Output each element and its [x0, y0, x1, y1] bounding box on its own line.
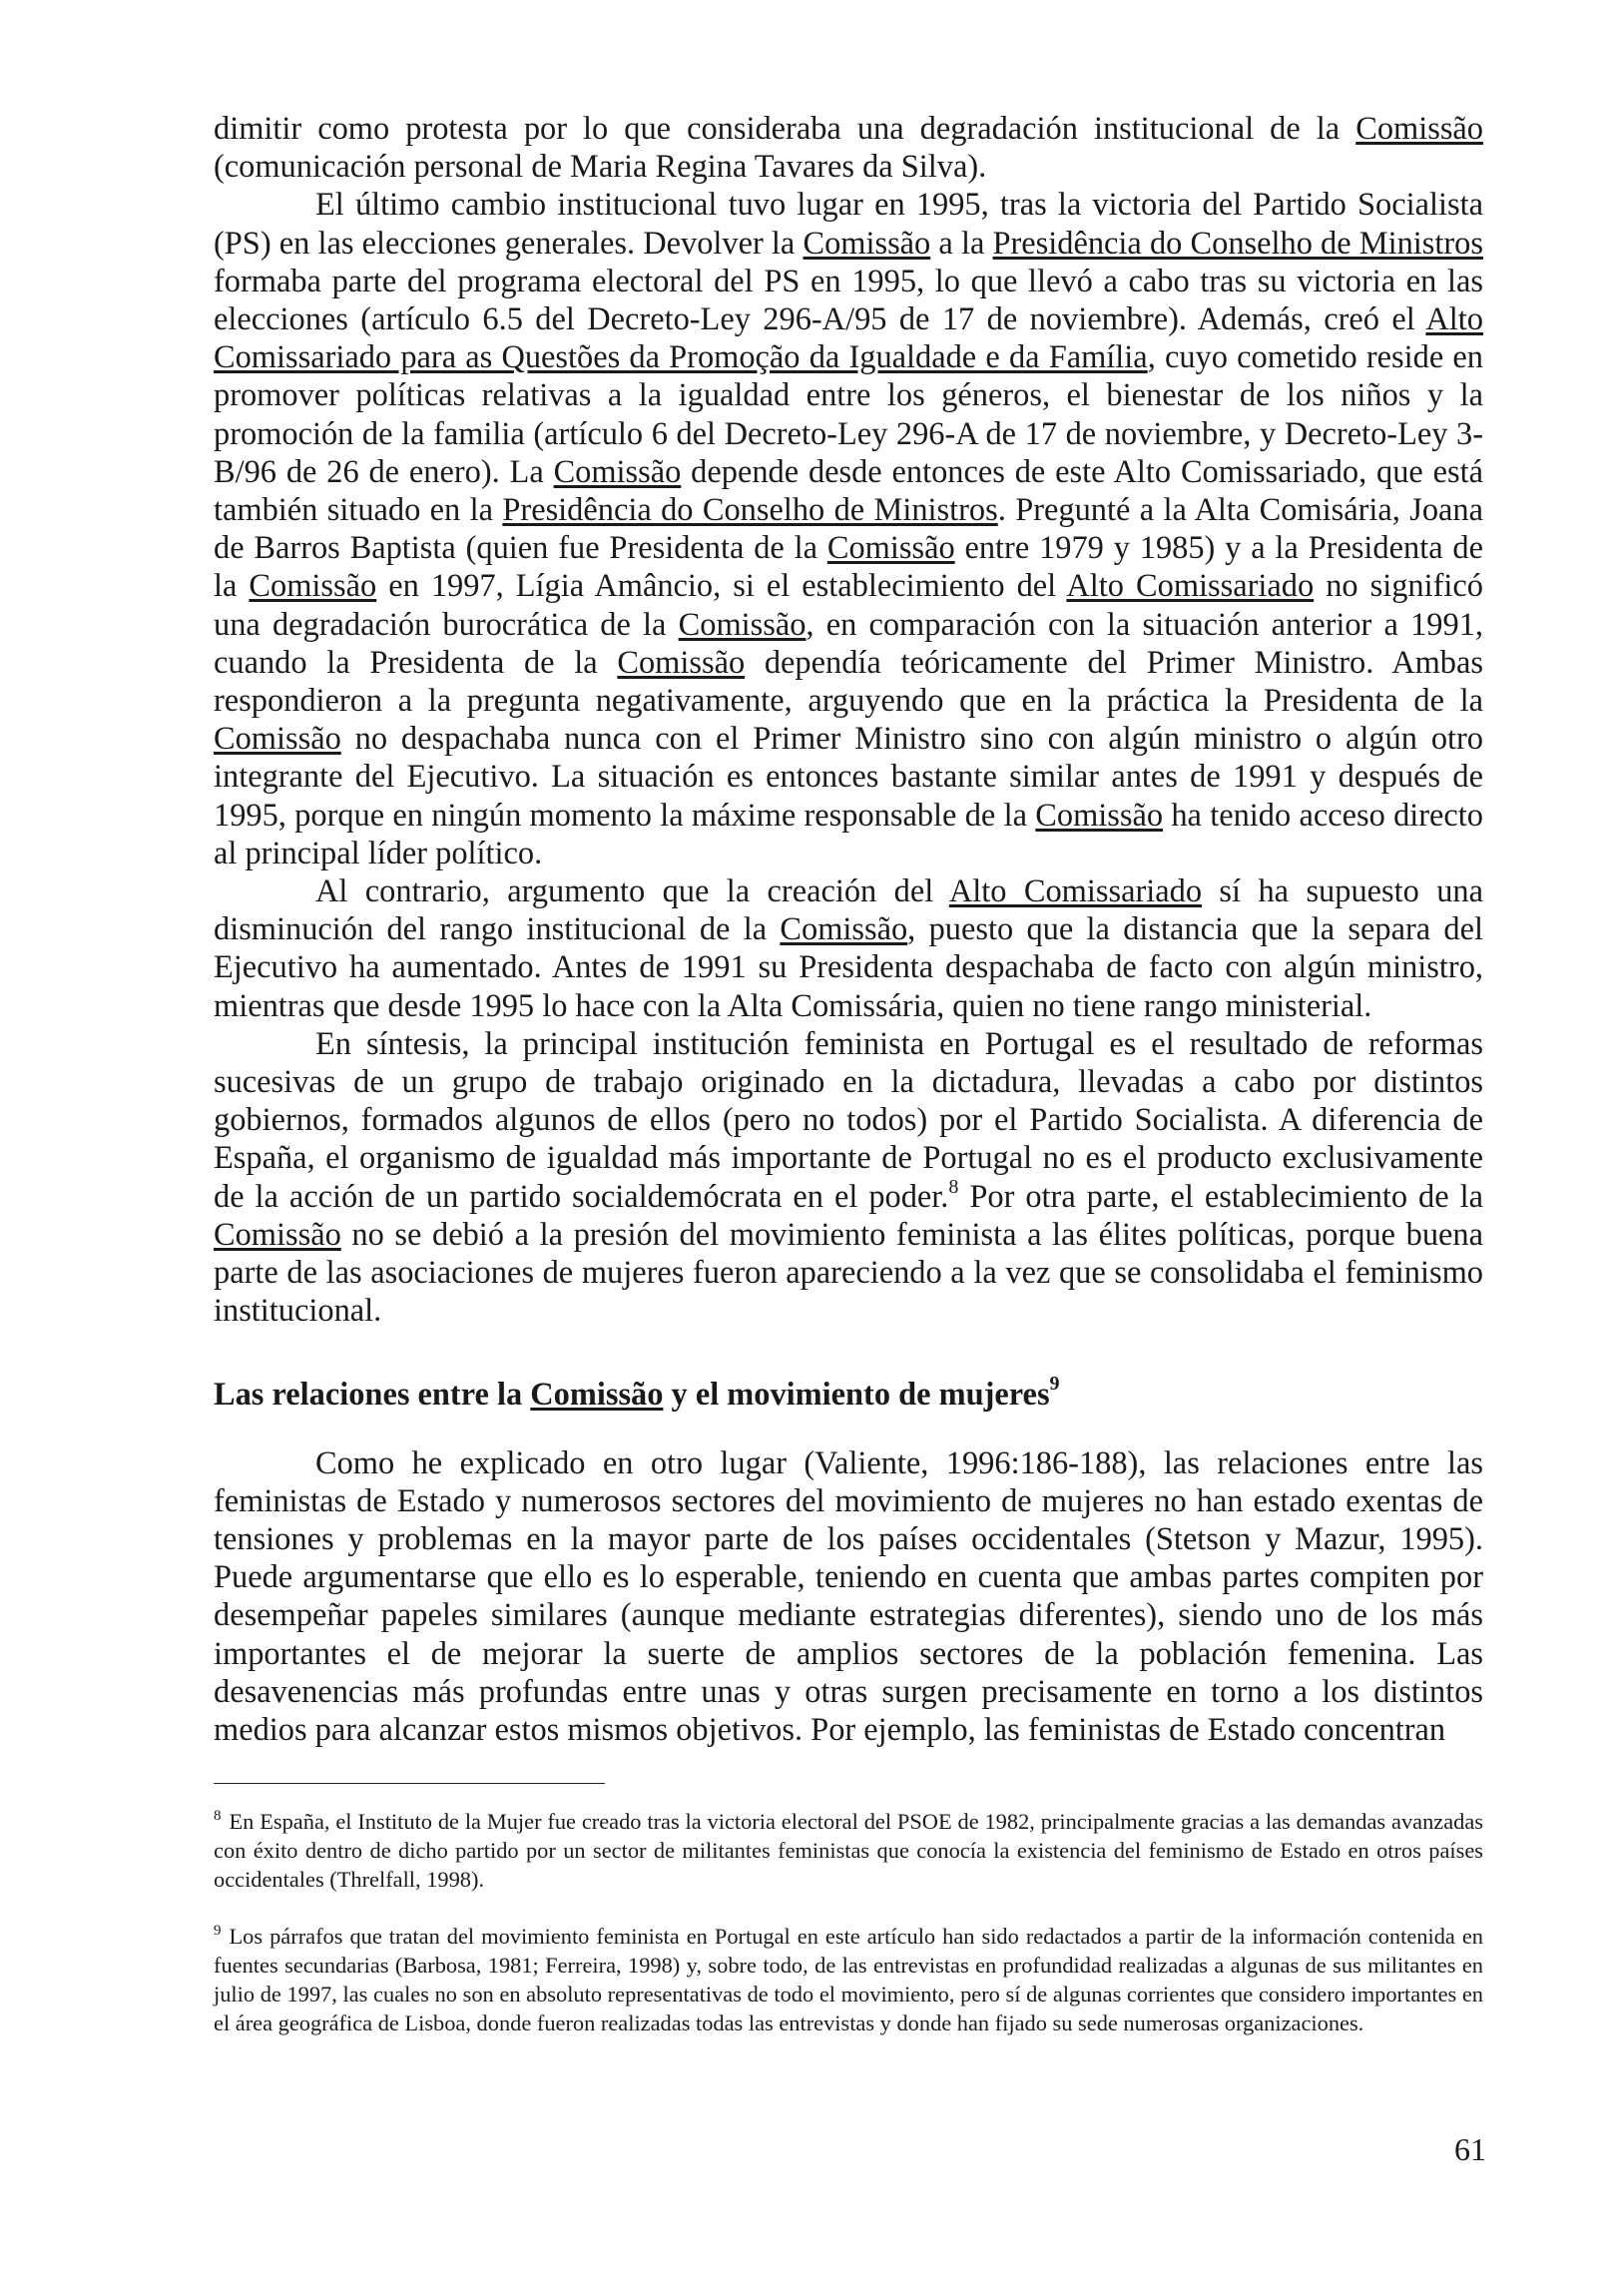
text-run: sí ha supuesto una disminución del rango institucional de la [214, 873, 1483, 948]
paragraph-3 [214, 872, 1483, 1025]
page-number: 61 [1454, 2131, 1486, 2167]
underlined-term: Comissão [214, 1216, 341, 1253]
heading-footnote-ref: 9 [1049, 1372, 1060, 1395]
underlined-term: Comissão [780, 911, 908, 948]
text-run: , cuyo cometido reside en promover políticas relativas a la igualdad entre los géneros, el bienestar de los niños y la promoción de la familia (artículo 6 del Decreto-Ley 296-A de 17 de noviembre, y Decreto-Ley 3-B/96 de 26 de enero). La [214, 339, 1483, 490]
section-heading [214, 1372, 1483, 1415]
underlined-term: Alto Comissariado [1066, 568, 1315, 605]
underlined-term: Alto Comissariado para as Questões da Promoção da Igualdade e da Família [214, 301, 1483, 376]
underlined-term: Presidência do Conselho de Ministros [992, 225, 1483, 262]
footnote-number: 9 [214, 1923, 222, 1939]
underlined-term: Comissão [1035, 797, 1164, 834]
paragraph-2 [214, 186, 1483, 872]
underlined-term: Alto Comissariado [948, 873, 1203, 910]
text-run: no despachaba nunca con el Primer Ministro sino con algún ministro o algún otro integrante del Ejecutivo. La situación es entonces bastante similar antes de 1991 y después de 1995, porque en ningún momento la máxime responsable de la [214, 721, 1483, 834]
heading-underlined-term: Comissão [530, 1376, 664, 1413]
paragraph-1 [214, 110, 1483, 186]
text-run: , en comparación con la situación anterior a 1991, cuando la Presidenta de la [214, 606, 1483, 681]
paragraph-4 [214, 1025, 1483, 1331]
text-run: ha tenido acceso directo al principal líder político. [214, 797, 1483, 871]
text-run: , puesto que la distancia que la separa del Ejecutivo ha aumentado. Antes de 1991 su Presidenta despachaba de facto con algún ministro, mientras que desde 1995 lo hace con la Alta Comissária, quien no tiene rango ministerial. [214, 911, 1483, 1024]
underlined-term: Comissão [553, 453, 682, 490]
text-run: a la [930, 225, 993, 262]
footnote-number: 8 [214, 1808, 222, 1824]
text-run: Al contrario, argumento que la creación del [315, 873, 949, 910]
underlined-term: Comissão [214, 721, 341, 758]
paragraph-5: Como he explicado en otro lugar (Valiente, 1996:186-188), las relaciones entre las feministas de Estado y numerosos sectores del movimiento de mujeres no han estado exentas de tensiones y problemas en la mayor parte de los países occidentales (Stetson y Mazur, 1995). Puede argumentarse que ello es lo esperable, teniendo en cuenta que ambas partes compiten por desempeñar papeles similares (aunque mediante estrategias diferentes), siendo uno de los más importantes el de mejorar la suerte de amplios sectores de la población femenina. Las desavenencias más profundas entre unas y otras surgen precisamente en torno a los distintos medios para alcanzar estos mismos objetivos. Por ejemplo, las feministas de Estado concentran [214, 1444, 1483, 1748]
underlined-term: Comissão [1355, 111, 1483, 147]
text-run: en 1997, Lígia Amâncio, si el establecimiento del [376, 568, 1067, 605]
underlined-term: Comissão [249, 568, 377, 605]
body-text [214, 110, 1483, 1749]
footnote-separator [214, 1783, 605, 1784]
text-run: entre 1979 y 1985) y a la Presidenta de la [214, 530, 1483, 605]
footnotes [214, 1807, 1483, 2065]
underlined-term: Comissão [803, 225, 931, 262]
footnote-9 [214, 1922, 1483, 2037]
footnote-8 [214, 1807, 1483, 1894]
heading-text-after: y el movimiento de mujeres [663, 1376, 1050, 1413]
text-run: El último cambio institucional tuvo lugar en 1995, tras la victoria del Partido Socialista (PS) en las elecciones generales. Devolver la [214, 187, 1483, 262]
footnote-text: En España, el Instituto de la Mujer fue creado tras la victoria electoral del PSOE de 1982, principalmente gracias a las demandas avanzadas con éxito dentro de dicho partido por un sector de militantes feministas que conocía la existencia del feminismo de Estado en otros países occidentales (Threlfall, 1998). [214, 1809, 1483, 1892]
text-run: (comunicación personal de Maria Regina Tavares da Silva). [214, 149, 987, 186]
heading-text-before: Las relaciones entre la [214, 1376, 531, 1413]
text-run: . Pregunté a la Alta Comisária, Joana de Barros Baptista (quien fue Presidenta de la [214, 492, 1483, 567]
underlined-term: Comissão [617, 644, 746, 681]
text-run: depende desde entonces de este Alto Comissariado, que está también situado en la [214, 453, 1483, 529]
text-run: dependía teóricamente del Primer Ministro. Ambas respondieron a la pregunta negativamente, arguyendo que en la práctica la Presidenta de la [214, 644, 1483, 720]
text-run: formaba parte del programa electoral del PS en 1995, lo que llevó a cabo tras su victoria en las elecciones (artículo 6.5 del Decreto-Ley 296-A/95 de 17 de noviembre). Además, creó el [214, 263, 1483, 338]
footnote-text: Los párrafos que tratan del movimiento feminista en Portugal en este artículo han sido redactados a partir de la información contenida en fuentes secundarias (Barbosa, 1981; Ferreira, 1998) y, sobre todo, de las entrevistas en profundidad realizadas a algunas de sus militantes en julio de 1997, las cuales no son en absoluto representativas de todo el movimiento, pero sí de algunas corrientes que considero importantes en el área geográfica de Lisboa, donde fueron realizadas todas las entrevistas y donde han fijado su sede numerosas organizaciones. [214, 1924, 1483, 2035]
text-run: En síntesis, la principal institución feminista en Portugal es el resultado de reformas sucesivas de un grupo de trabajo originado en la dictadura, llevadas a cabo por distintos gobiernos, formados algunos de ellos (pero no todos) por el Partido Socialista. A diferencia de España, el organismo de igualdad más importante de Portugal no es el producto exclusivamente de la acción de un partido socialdemócrata en el poder. [214, 1025, 1483, 1215]
underlined-term: Comissão [826, 530, 955, 567]
text-run: no significó una degradación burocrática de la [214, 568, 1483, 643]
footnote-ref: 8 [948, 1175, 959, 1198]
underlined-term: Presidência do Conselho de Ministros [502, 492, 998, 529]
underlined-term: Comissão [678, 606, 807, 643]
text-run: Por otra parte, el establecimiento de la [958, 1178, 1483, 1215]
text-run: no se debió a la presión del movimiento feminista a las élites políticas, porque buena parte de las asociaciones de mujeres fueron apareciendo a la vez que se consolidaba el feminismo institucional. [214, 1216, 1483, 1330]
text-run: dimitir como protesta por lo que consideraba una degradación institucional de la [214, 111, 1356, 147]
